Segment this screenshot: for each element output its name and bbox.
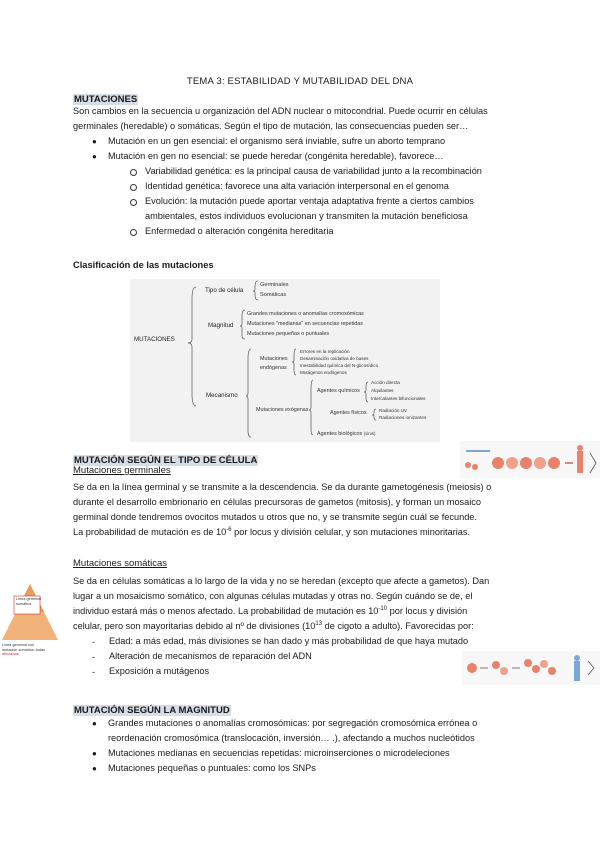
germ-line-3: germinal donde tendremos ovocitos mutados u otros que no, y se transmite según cuál se fecunde. [73,512,477,522]
somatic-figure [462,651,600,685]
intro-line-1: Son cambios en la secuencia u organización del ADN nuclear o mitocondrial. Puede ocurrir en células [73,106,488,116]
germinal-figure [460,441,600,478]
diagram-root: MUTACIONES [134,336,175,343]
pyramid-label-top: Línea germinal somática [16,597,42,606]
list-item: Identidad genética: favorece una alta variación interpersonal en el genoma [145,181,449,191]
page-title: TEMA 3: ESTABILIDAD Y MUTABILIDAD DEL DNA [186,76,414,87]
som-line-2: lugar a un mosaicismo somático, con algunas células mutadas y otras no. Según cuándo se de, el [73,591,473,601]
bullet-circle-icon [130,229,137,236]
section-heading-magnitud: MUTACIÓN SEGÚN LA MAGNITUD [74,705,230,716]
diagram-q2: Alquilantes [371,388,394,393]
intro-line-2: germinales (heredable) o somáticas. Según el tipo de mutación, las consecuencias pueden ser… [73,121,469,131]
list-item: Exposición a mutágenos [109,666,210,676]
bullet-dot-icon: ● [92,152,97,161]
diagram-endo-1: Mutaciones [260,356,288,362]
diagram-tipo: Tipo de célula [205,287,244,294]
diagram-germinales: Germinales [260,282,289,288]
list-item: Enfermedad o alteración congénita hereditaria [145,226,334,236]
list-item: Mutación en un gen esencial: el organismo será inviable, sufre un aborto temprano [108,136,446,146]
bullet-circle-icon [130,184,137,191]
subheading-somaticas: Mutaciones somáticas [73,558,167,569]
diagram-m3: Mutaciones pequeñas o puntuales [247,331,330,337]
dash-icon: - [92,652,95,662]
pyramid-label-bottom: Linea germinal con mutación somática: todas afectadas [2,643,46,656]
list-item: Mutaciones medianas en secuencias repetidas: microinserciones o microdeleciones [108,748,450,758]
diagram-endo-2: endógenas [260,365,287,371]
diagram-m1: Grandes mutaciones o anomalías cromosómicas [247,311,364,317]
diagram-e4: Mutágenos endógenos [300,370,347,375]
diagram-e2: Desaminación oxidativa de bases [300,356,369,361]
bullet-dot-icon: ● [92,137,97,146]
list-item: Alteración de mecanismos de reparación del ADN [109,651,312,661]
diagram-quimicos: Agentes químicos [317,388,360,394]
diagram-f1: Radiación UV [379,408,408,413]
diagram-f2: Radiaciones ionizantes [379,415,427,420]
list-item: Edad: a más edad, más divisiones se han dado y más probabilidad de que haya mutado [109,636,469,646]
bullet-circle-icon [130,199,137,206]
diagram-biologicos: Agentes biológicos (virus) [317,431,376,437]
diagram-magnitud: Magnitud [208,322,234,329]
classification-heading: Clasificación de las mutaciones [73,260,214,270]
classification-diagram [130,279,440,442]
som-line-1: Se da en células somáticas a lo largo de la vida y no se heredan (excepto que afecte a gametos). Dan [73,576,490,586]
diagram-mecanismo: Mecanismo [206,392,238,399]
bullet-dot-icon: ● [92,764,97,773]
list-item: Mutación en gen no esencial: se puede heredar (congénita heredable), favorece… [108,151,444,161]
list-item-continuation: reordenación cromosómica (translocación, inversión… .), afectando a muchos nucleótidos [108,733,475,743]
dash-icon: - [92,667,95,677]
diagram-e1: Errores en la replicación [300,349,350,354]
diagram-fisicos: Agentes físicos [330,410,367,416]
diagram-e3: Inestabilidad química del N-glicosídico [300,363,379,368]
section-heading-mutaciones: MUTACIONES [74,94,138,105]
diagram-m2: Mutaciones "medianas" en secuencias repetidas [247,321,363,327]
subheading-germinales: Mutaciones germinales [73,465,171,476]
list-item-continuation: ambientales, estos individuos evolucionan y transmiten la mutación beneficiosa [145,211,468,221]
germ-line-4: La probabilidad de mutación es de $10^{-6}$ por locus y división celular, y son mutaciones minoritarias. [73,527,471,537]
list-item: Mutaciones pequeñas o puntuales: como los SNPs [108,763,316,773]
som-line-3: individuo estará más o menos afectado. La probabilidad de mutación es $10^{-10}$ por locus y división [73,606,468,616]
list-item: Variabilidad genética: es la principal causa de variabilidad junto a la recombinación [145,166,482,176]
som-line-4: celular, pero son mayoritarias debido al nº de divisiones ($10^{13}$ de cigoto a adulto). Favorecidas por: [73,621,474,631]
diagram-q3: Intercalantes bifuncionales [371,396,426,401]
bullet-dot-icon: ● [92,719,97,728]
diagram-q1: Acción directa [371,380,400,385]
diagram-exo: Mutaciones exógenas [256,407,309,413]
list-item: Grandes mutaciones o anomalías cromosómicas: por segregación cromosómica errónea o [108,718,478,728]
section-heading-tipo: MUTACIÓN SEGÚN EL TIPO DE CÉLULA [74,455,258,466]
bullet-circle-icon [130,169,137,176]
diagram-somaticas: Somáticas [260,292,287,298]
germ-line-2: durante el desarrollo embrionario en células precursoras de gametos (mitosis), y forman un mosaico [73,497,482,507]
list-item: Evolución: la mutación puede aportar ventaja adaptativa frente a ciertos cambios [145,196,474,206]
dash-icon: - [92,637,95,647]
bullet-dot-icon: ● [92,749,97,758]
germ-line-1: Se da en la línea germinal y se transmite a la descendencia. Se da durante gametogénesis (meiosis) o [73,482,492,492]
